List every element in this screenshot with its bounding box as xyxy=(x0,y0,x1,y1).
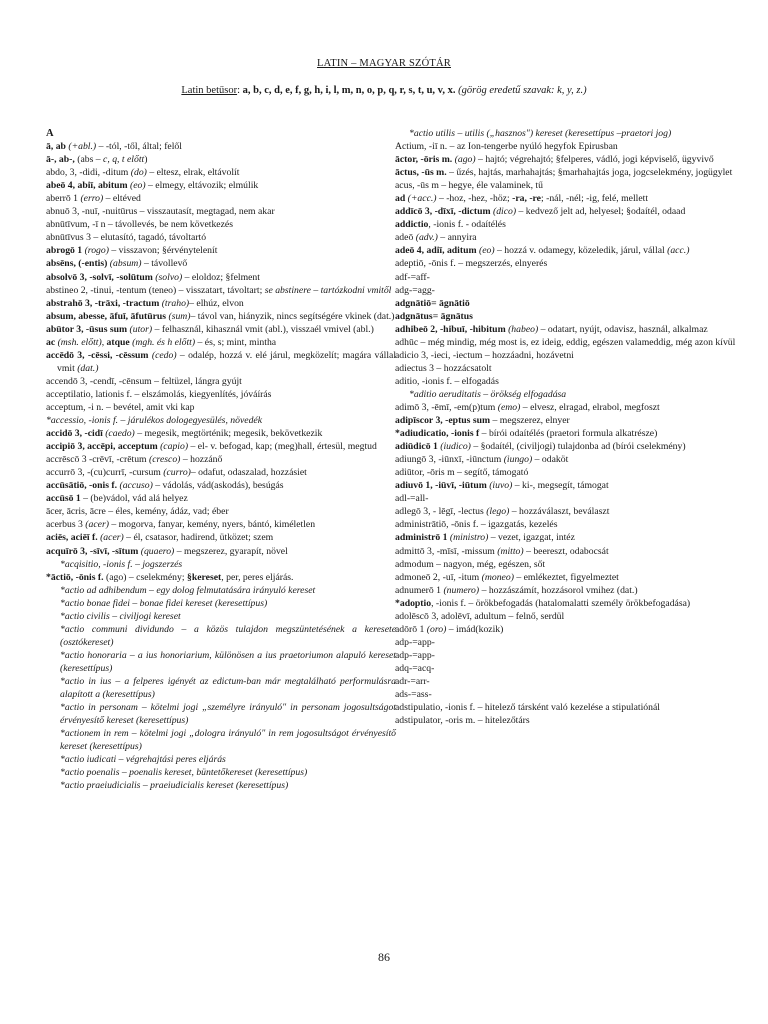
entry-text: – odafut, odaszalad, hozzásiet xyxy=(190,467,307,479)
dictionary-entry xyxy=(395,531,745,544)
entry-text: – hozzá v. odamegy, közeledik, járul, vállal xyxy=(494,245,668,257)
entry-text: āctus, -ūs m. xyxy=(395,167,447,179)
entry-text: adstipulator, -oris m. – hitelezőtárs xyxy=(395,715,530,727)
page-title: LATIN – MAGYAR SZÓTÁR xyxy=(317,58,451,69)
dictionary-entry xyxy=(395,231,745,244)
entry-text: (mgh. és h előtt) xyxy=(132,336,196,348)
dictionary-entry xyxy=(46,675,396,701)
dictionary-entry xyxy=(395,584,745,597)
entry-text: (dat.) xyxy=(77,362,99,374)
entry-text: atque xyxy=(106,336,130,348)
entry-text: adiūtor, -ōris m – segítő, támogató xyxy=(395,467,529,479)
entry-text: (iudico) xyxy=(440,441,471,453)
dictionary-entry xyxy=(395,179,745,192)
entry-text: (ago) xyxy=(454,154,476,166)
entry-text: (eo) xyxy=(129,180,146,192)
entry-text: , -ionis f. - odaítélés xyxy=(428,219,506,231)
entry-text: accrēscō 3 -crēvī, -crētum xyxy=(46,454,150,466)
dictionary-entry xyxy=(46,427,396,440)
entry-text: (eo) xyxy=(478,245,495,257)
dictionary-entry xyxy=(46,140,396,153)
entry-text: adr-=arr- xyxy=(395,675,430,687)
entry-text: – §odaítél, (civiljogi) tulajdonba ad (bírói cselekmény) xyxy=(470,441,686,453)
dictionary-entry xyxy=(46,284,396,297)
dictionary-entry xyxy=(46,610,396,623)
entry-text: (iuvo) xyxy=(489,480,513,492)
dictionary-entry xyxy=(395,310,745,323)
entry-text: āctor, -ōris m. xyxy=(395,154,453,166)
dictionary-entry xyxy=(395,597,745,610)
entry-text: (oro) xyxy=(426,623,447,635)
entry-text: – megszerez, elnyer xyxy=(490,415,570,427)
entry-text: (msh. előtt) xyxy=(57,336,102,348)
entry-text: (cedo) xyxy=(151,349,177,361)
entry-text: *actio praeiudicialis – praeiudicialis kereset (keresettípus) xyxy=(60,780,289,792)
entry-text: *actio in personam – kötelmi jogi „személyre irányuló" in personam jogosultságot érvényesítő kereset (keresettípus) xyxy=(60,702,396,727)
dictionary-entry xyxy=(395,505,745,518)
left-column xyxy=(46,127,396,792)
dictionary-entry xyxy=(395,166,745,179)
entry-text: adq-=acq- xyxy=(395,662,435,674)
dictionary-entry xyxy=(395,388,745,401)
entry-text: *adoptio xyxy=(395,597,432,609)
entry-text: – odatart, nyújt, odavisz, használ, alkalmaz xyxy=(538,323,708,335)
entry-text: – emlékeztet, figyelmeztet xyxy=(513,571,619,583)
dictionary-entry xyxy=(395,571,745,584)
entry-text: ac xyxy=(46,336,56,348)
entry-text: (acc.) xyxy=(667,245,690,257)
dictionary-entry xyxy=(395,636,745,649)
entry-text: (ago) – cselekmény; xyxy=(103,571,187,583)
entry-text: accendō 3, -cendī, -cēnsum – feltüzel, lángra gyújt xyxy=(46,375,242,387)
dictionary-entry xyxy=(395,649,745,662)
entry-text: (lego) xyxy=(486,506,510,518)
entry-text: (iungo) xyxy=(503,454,533,466)
entry-text: *actio communi dividundo – a közös tulajdon megszüntetésének a keresete (osztókereset) xyxy=(60,623,396,648)
entry-text: (quaero) xyxy=(140,545,175,557)
entry-text: ā, ab xyxy=(46,141,66,153)
dictionary-entry xyxy=(395,688,745,701)
entry-text: aditio, -ionis f. – elfogadás xyxy=(395,375,499,387)
dictionary-entry xyxy=(395,610,745,623)
entry-text: adstipulatio, -ionis f. – hitelező társként való kezelése a stipulatiónál xyxy=(395,702,660,714)
entry-text: (absum) xyxy=(109,258,142,270)
alphabet-label: Latin betűsor xyxy=(181,85,238,96)
entry-text: – vádolás, vád(askodás), besúgás xyxy=(152,480,284,492)
entry-text: – imád(kozik) xyxy=(446,623,504,635)
dictionary-entry xyxy=(395,205,745,218)
entry-text: – elhúz, elvon xyxy=(189,297,244,309)
entry-text: (do) xyxy=(130,167,147,179)
entry-text: – hajtó; végrehajtó; §felperes, vádló, jogi képviselő, ügyvivő xyxy=(475,154,714,166)
dictionary-entry xyxy=(395,466,745,479)
entry-text: – megszerez, gyarapít, növel xyxy=(174,545,288,557)
entry-text: accipiō 3, accēpi, acceptum xyxy=(46,441,158,453)
entry-text: – felhasznál, kihasznál vmit (abl.), visszaél vmivel (abl.) xyxy=(152,323,374,335)
entry-text: adimō 3, -ēmī, -em(p)tum xyxy=(395,401,498,413)
dictionary-entry xyxy=(46,558,396,571)
entry-text: (utor) xyxy=(129,323,153,335)
dictionary-entry xyxy=(395,153,745,166)
entry-text: *actio honoraria – a ius honoriarium, különösen a ius praetoriumon alapuló kereset (keresettípus) xyxy=(60,649,396,674)
entry-text: – vezet, igazgat, intéz xyxy=(488,532,575,544)
entry-text: *actio bonae fidei – bonae fidei kereset (keresettípus) xyxy=(60,597,268,609)
entry-text: se abstinere – tartózkodni vmitől xyxy=(264,284,392,296)
entry-text: adp-=app- xyxy=(395,636,435,648)
entry-text: (solvo) xyxy=(155,271,183,283)
dictionary-entry xyxy=(395,427,745,440)
dictionary-entry xyxy=(46,323,396,336)
entry-text: (habeo) xyxy=(508,323,539,335)
dictionary-entry xyxy=(46,388,396,401)
entry-text: abeō 4, abiī, abitum xyxy=(46,180,128,192)
entry-text: administrō 1 xyxy=(395,532,448,544)
entry-text: adgnātiō= āgnātiō xyxy=(395,297,470,309)
entry-text: (moneo) xyxy=(481,571,514,583)
entry-text: , per, peres eljárás. xyxy=(221,571,294,583)
dictionary-entry xyxy=(46,192,396,205)
entry-text: abstrahō 3, -trāxi, -tractum xyxy=(46,297,160,309)
dictionary-entry xyxy=(46,375,396,388)
entry-text: (numero) xyxy=(443,584,480,596)
entry-text: (adv.) xyxy=(415,232,438,244)
entry-text: adp-=app- xyxy=(395,649,435,661)
entry-text: – -hoz, -hez, -höz; xyxy=(436,193,513,205)
entry-text: adg-=agg- xyxy=(395,284,435,296)
entry-text: (traho) xyxy=(161,297,190,309)
entry-text: (acer) xyxy=(85,519,109,531)
entry-text: (accuso) xyxy=(119,480,153,492)
entry-text: – elvesz, elragad, elrabol, megfoszt xyxy=(520,401,660,413)
entry-text: absēns, (-entis) xyxy=(46,258,108,270)
dictionary-entry xyxy=(46,349,396,375)
entry-text: adiūdicō 1 xyxy=(395,441,438,453)
entry-text: acceptum, -i n. – bevétel, amit vki kap xyxy=(46,401,195,413)
dictionary-entry xyxy=(46,218,396,231)
entry-text: accurrō 3, -(cu)currī, -cursum xyxy=(46,467,164,479)
dictionary-entry xyxy=(395,257,745,270)
entry-text: – mogorva, fanyar, kemény, nyers, bántó, kiméletlen xyxy=(108,519,316,531)
entry-text: adiuvō 1, -iūvī, -iūtum xyxy=(395,480,487,492)
dictionary-entry xyxy=(46,727,396,753)
entry-text: A xyxy=(46,128,54,139)
entry-text: abdo, 3, -didi, -ditum xyxy=(46,167,131,179)
dictionary-entry xyxy=(395,140,745,153)
page-number: 86 xyxy=(378,950,390,964)
dictionary-entry xyxy=(46,701,396,727)
entry-text: adeptiō, -ōnis f. – megszerzés, elnyerés xyxy=(395,258,548,270)
entry-text: administrātiō, -ōnis f. – igazgatás, kezelés xyxy=(395,519,558,531)
dictionary-entry xyxy=(46,297,396,310)
entry-text: ad xyxy=(395,193,406,205)
entry-text: (acer) xyxy=(100,532,124,544)
entry-text: absolvō 3, -solvī, -solūtum xyxy=(46,271,153,283)
dictionary-entry xyxy=(395,440,745,453)
entry-text: – eltéved xyxy=(103,193,141,205)
dictionary-entry xyxy=(395,414,745,427)
dictionary-entry xyxy=(395,453,745,466)
entry-text: acceptilatio, lationis f. – elszámolás, kiegyenlítés, jóváírás xyxy=(46,388,272,400)
entry-text: adf-=aff- xyxy=(395,271,430,283)
dictionary-entry xyxy=(395,558,745,571)
dictionary-entry xyxy=(46,492,396,505)
dictionary-entry xyxy=(46,231,396,244)
entry-text: admodum – nagyon, még, egészen, sőt xyxy=(395,558,546,570)
dictionary-entry xyxy=(46,153,396,166)
entry-text: adlegō 3, - lēgī, -lectus xyxy=(395,506,487,518)
entry-text: *actio civilis – civiljogi kereset xyxy=(60,610,181,622)
entry-text: – hozzáválaszt, beválaszt xyxy=(509,506,610,518)
entry-text: adnumerō 1 xyxy=(395,584,444,596)
entry-text: (sum) xyxy=(168,310,191,322)
dictionary-entry xyxy=(395,545,745,558)
entry-text: – ki-, megsegít, támogat xyxy=(512,480,609,492)
dictionary-entry xyxy=(46,401,396,414)
entry-text: (erro) xyxy=(80,193,104,205)
entry-text: adl-=all- xyxy=(395,493,429,505)
dictionary-entry xyxy=(46,310,396,323)
entry-text: (dico) xyxy=(492,206,517,218)
dictionary-entry xyxy=(395,401,745,414)
dictionary-entry xyxy=(46,753,396,766)
entry-text: *actio ad adhibendum – egy dolog felmutatására irányuló kereset xyxy=(60,584,316,596)
entry-text: – űzés, hajtás, marhahajtás; §marhahajtás joga, jogcselekmény, jogügylet xyxy=(446,167,733,179)
entry-text: ads-=ass- xyxy=(395,689,432,701)
entry-text: abnūtīvus 3 – elutasító, tagadó, távoltartó xyxy=(46,232,207,244)
entry-text: (emo) xyxy=(497,401,521,413)
dictionary-entry xyxy=(46,336,396,349)
entry-text: (+acc.) xyxy=(407,193,437,205)
dictionary-entry xyxy=(395,714,745,727)
dictionary-entry xyxy=(46,244,396,257)
entry-text: adeō xyxy=(395,232,416,244)
entry-text: aciēs, aciēī f. xyxy=(46,532,98,544)
entry-text: *acqisitio, -ionis f. – jogszerzés xyxy=(60,558,183,570)
entry-text: *adiudicatio, -ionis f xyxy=(395,428,480,440)
entry-text: ; -nál, -nél; -ig, felé, mellett xyxy=(540,193,649,205)
entry-text: – hozzánő xyxy=(180,454,223,466)
dictionary-entry xyxy=(395,675,745,688)
entry-text: – hozzászámít, hozzásorol vmihez (dat.) xyxy=(479,584,638,596)
entry-text: – (be)vádol, vád alá helyez xyxy=(80,493,188,505)
entry-text: *actio poenalis – poenalis kereset, büntetőkereset (keresettípus) xyxy=(60,767,308,779)
entry-text: admittō 3, -mīsī, -missum xyxy=(395,545,498,557)
entry-text: addīcō 3, -dīxī, -dictum xyxy=(395,206,491,218)
entry-text: – megesik, megtörténik; megesik, bekövetkezik xyxy=(134,428,323,440)
entry-text: -ra, -re xyxy=(512,193,541,205)
dictionary-entry xyxy=(46,179,396,192)
dictionary-entry xyxy=(395,701,745,714)
entry-text: accidō 3, -cidī xyxy=(46,428,103,440)
dictionary-entry xyxy=(46,779,396,792)
dictionary-entry xyxy=(46,531,396,544)
entry-text: acquīrō 3, -sīvī, -sītum xyxy=(46,545,139,557)
entry-text: – annyira xyxy=(437,232,477,244)
entry-text: *actio utilis – utilis („hasznos") kereset (keresettípus –praetori jog) xyxy=(409,128,672,139)
dictionary-entry xyxy=(46,166,396,179)
entry-text: (mitto) xyxy=(497,545,524,557)
entry-text: c, q, t xyxy=(103,154,125,166)
entry-text: – és, s; mint, mintha xyxy=(195,336,277,348)
dictionary-entry xyxy=(395,284,745,297)
entry-text: abnūtīvum, -ī n – távollevés, be nem következés xyxy=(46,219,233,231)
dictionary-entry xyxy=(395,518,745,531)
alphabet-line xyxy=(0,85,768,96)
entry-text: accēdō 3, -cēssi, -cēssum xyxy=(46,349,149,361)
alphabet-note: (görög eredetű szavak: k, y, z.) xyxy=(458,85,587,96)
entry-text: – el- v. befogad, kap; (meg)hall, értesül, megtud xyxy=(188,441,377,453)
entry-text: – eltesz, elrak, eltávolít xyxy=(146,167,240,179)
entry-text: adicio 3, -ieci, -iectum – hozzáadni, hozávetni xyxy=(395,349,574,361)
entry-text: abrogō 1 xyxy=(46,245,83,257)
entry-text: (abs – xyxy=(74,154,104,166)
entry-text: , xyxy=(101,336,107,348)
entry-text: előtt xyxy=(127,154,145,166)
entry-text: *āctiō, -ōnis f. xyxy=(46,571,104,583)
entry-text: adhūc – még mindig, még most is, ez ideig, eddig, egészen valameddig, még azon kívül xyxy=(395,336,736,348)
dictionary-entry xyxy=(395,662,745,675)
entry-text: adipīscor 3, -eptus sum xyxy=(395,415,491,427)
entry-text: – eloldoz; §felment xyxy=(182,271,260,283)
entry-text: – távollevő xyxy=(141,258,188,270)
entry-text: – elmegy, eltávozik; elmúlik xyxy=(145,180,259,192)
entry-text: – -tól, -től, által; felől xyxy=(96,141,182,153)
dictionary-entry xyxy=(46,479,396,492)
entry-text: adhibeō 2, -hibuī, -hibitum xyxy=(395,323,506,335)
entry-text: aberrō 1 xyxy=(46,193,81,205)
entry-text: (rogo) xyxy=(84,245,109,257)
entry-text: (ministro) xyxy=(449,532,489,544)
entry-text: – beereszt, odabocsát xyxy=(523,545,609,557)
dictionary-entry xyxy=(46,597,396,610)
dictionary-entry xyxy=(46,545,396,558)
entry-text: ā-, ab-, xyxy=(46,154,75,166)
dictionary-entry xyxy=(46,623,396,649)
dictionary-entry xyxy=(395,375,745,388)
entry-text: (caedo) xyxy=(105,428,135,440)
dictionary-entry xyxy=(46,505,396,518)
dictionary-entry xyxy=(46,518,396,531)
section-letter xyxy=(46,127,396,140)
dictionary-entry xyxy=(46,271,396,284)
entry-text: adolēscō 3, adolēvī, adultum – felnő, serdül xyxy=(395,610,565,622)
entry-text: – bírói odaítélés (praetori formula alkatrésze) xyxy=(479,428,658,440)
entry-text: (+abl.) xyxy=(65,141,97,153)
entry-text: – visszavon; §érvénytelenít xyxy=(108,245,218,257)
dictionary-entry xyxy=(46,766,396,779)
dictionary-entry xyxy=(395,492,745,505)
dictionary-entry xyxy=(395,192,745,205)
entry-text: abstineo 2, -tinui, -tentum (teneo) – visszatart, távoltart; xyxy=(46,284,265,296)
dictionary-entry xyxy=(395,479,745,492)
dictionary-entry xyxy=(395,362,745,375)
dictionary-entry xyxy=(46,571,396,584)
entry-text: Actium, -iī n. – az Ion-tengerbe nyúló hegyfok Epirusban xyxy=(395,141,618,153)
right-column xyxy=(395,127,745,727)
dictionary-entry xyxy=(46,205,396,218)
entry-text: acerbus 3 xyxy=(46,519,86,531)
entry-text: accūsō 1 xyxy=(46,493,81,505)
entry-text: *actionem in rem – kötelmi jogi „dologra irányuló" in rem jogosultságot érvényesítő kereset (keresettípus) xyxy=(60,728,396,753)
dictionary-entry xyxy=(395,297,745,310)
entry-text: – távol van, hiányzik, nincs segítségére vkinek (dat.) xyxy=(190,310,395,322)
entry-text: *accessio, -ionis f. – járulékos dologegyesülés, növedék xyxy=(46,415,263,427)
entry-text: adōrō 1 xyxy=(395,623,427,635)
entry-text: ācer, ācris, ācre – éles, kemény, ádáz, vad; éber xyxy=(46,506,229,518)
entry-text: abnuō 3, -nuī, -nuitūrus – visszautasít, megtagad, nem akar xyxy=(46,206,275,218)
dictionary-entry xyxy=(46,414,396,427)
alphabet-colon: : xyxy=(237,85,243,96)
dictionary-entry xyxy=(395,336,745,349)
entry-text: *actio in ius – a felperes igényét az edictum-ban már megtalálható performulásra alapított a (keresettípus) xyxy=(60,675,396,701)
dictionary-entry xyxy=(395,323,745,336)
dictionary-entry xyxy=(395,349,745,362)
dictionary-entry xyxy=(395,271,745,284)
dictionary-entry xyxy=(46,466,396,479)
entry-text: – odaköt xyxy=(532,454,569,466)
dictionary-entry xyxy=(395,218,745,231)
dictionary-entry xyxy=(46,584,396,597)
entry-text: – él, csatasor, hadirend, ütközet; szem xyxy=(123,532,274,544)
entry-text: , -ionis f. – örökbefogadás (hatalomalatti személy örökbefogadása) xyxy=(431,597,691,609)
entry-text: addictio xyxy=(395,219,429,231)
entry-text: adiectus 3 – hozzácsatolt xyxy=(395,362,492,374)
entry-text: adeō 4, adiī, aditum xyxy=(395,245,477,257)
entry-text: admoneō 2, -uī, -itum xyxy=(395,571,482,583)
entry-text: (cresco) xyxy=(149,454,181,466)
entry-text: adgnātus= āgnātus xyxy=(395,310,473,322)
entry-text: *aditio aeruditatis – örökség elfogadása xyxy=(409,388,567,400)
entry-text: (curro) xyxy=(163,467,191,479)
dictionary-entry xyxy=(395,127,745,140)
entry-text: ) xyxy=(144,154,148,166)
dictionary-entry xyxy=(46,453,396,466)
dictionary-entry xyxy=(46,440,396,453)
dictionary-entry xyxy=(395,623,745,636)
entry-text: accūsātiō, -onis f. xyxy=(46,480,118,492)
entry-text: – odalép, hozzá v. elé járul, megközelít; magára vállal vmit xyxy=(57,349,397,374)
dictionary-entry xyxy=(395,244,745,257)
entry-text: abūtor 3, -ūsus sum xyxy=(46,323,128,335)
entry-text: §kereset xyxy=(186,571,222,583)
entry-text: *actio iudicati – végrehajtási peres eljárás xyxy=(60,754,226,766)
entry-text: adiungō 3, -iūnxī, -iūnctum xyxy=(395,454,504,466)
entry-text: (capio) xyxy=(160,441,189,453)
entry-text: absum, abesse, āfuī, āfutūrus xyxy=(46,310,167,322)
entry-text: – kedvező jelt ad, helyesel; §odaítél, odaad xyxy=(516,206,686,218)
dictionary-entry xyxy=(46,649,396,675)
entry-text: acus, -ūs m – hegye, éle valaminek, tű xyxy=(395,180,543,192)
dictionary-entry xyxy=(46,257,396,270)
alphabet-letters: a, b, c, d, e, f, g, h, i, l, m, n, o, p, q, r, s, t, u, v, x. xyxy=(242,85,456,96)
